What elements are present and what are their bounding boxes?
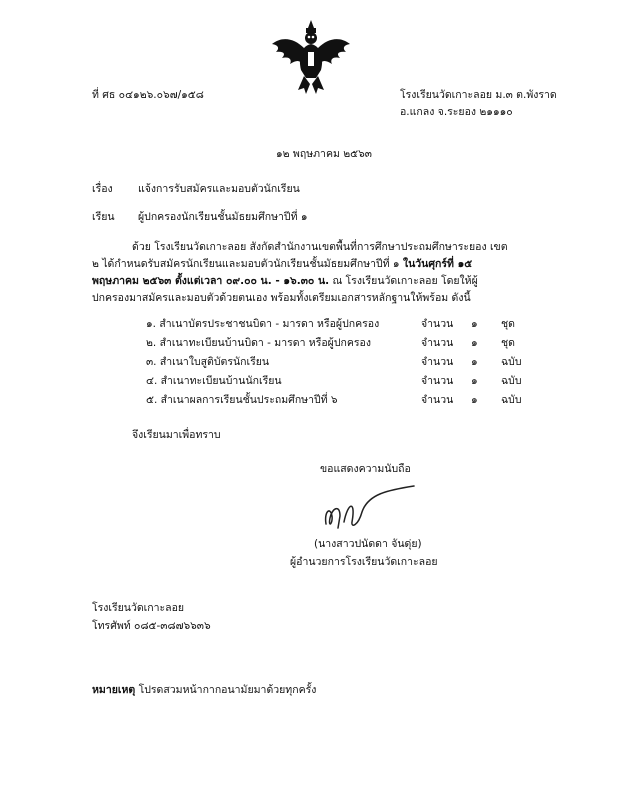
closing-line: จึงเรียนมาเพื่อทราบ: [132, 429, 221, 441]
quantity-number: ๑: [471, 337, 478, 349]
quantity-label: จำนวน: [421, 375, 454, 387]
document-item: [146, 374, 522, 389]
quantity-label: จำนวน: [421, 318, 454, 330]
document-item: [146, 317, 516, 332]
signature-image: [318, 482, 418, 540]
subject-text: แจ้งการรับสมัครและมอบตัวนักเรียน: [138, 183, 300, 195]
quantity-unit: ชุด: [501, 337, 515, 349]
note-label: หมายเหตุ: [92, 684, 136, 696]
body-text-2: ณ โรงเรียนวัดเกาะลอย โดยให้ผู้ปกครองมาสมัครและมอบตัวด้วยตนเอง พร้อมทั้งเตรียมเอกสารหลักฐานให้พร้อม ดังนี้: [92, 275, 478, 304]
subject-label: เรื่อง: [92, 183, 113, 195]
document-item-text: ๓. สำเนาใบสูติบัตรนักเรียน: [146, 356, 270, 368]
school-address-line-2: อ.แกลง จ.ระยอง ๒๑๑๑๐: [400, 106, 513, 118]
quantity-number: ๑: [471, 394, 478, 406]
quantity-label: จำนวน: [421, 356, 454, 368]
quantity-unit: ฉบับ: [501, 375, 522, 387]
signer-name: (นางสาวปนัดดา จันดุ่ย): [314, 538, 422, 550]
salutation-text: ผู้ปกครองนักเรียนชั้นมัธยมศึกษาปีที่ ๑: [138, 211, 308, 223]
garuda-emblem: [268, 18, 354, 96]
document-item: [146, 355, 522, 370]
footer-school: โรงเรียนวัดเกาะลอย: [92, 602, 185, 614]
document-number: ที่ ศธ ๐๔๑๒๖.๐๖๗/๑๕๘: [92, 89, 204, 101]
document-item-text: ๕. สำเนาผลการเรียนชั้นประถมศึกษาปีที่ ๖: [146, 394, 338, 406]
footer-phone: โทรศัพท์ ๐๘๕-๓๘๗๖๖๓๖: [92, 620, 211, 632]
quantity-unit: ฉบับ: [501, 356, 522, 368]
quantity-number: ๑: [471, 318, 478, 330]
quantity-unit: ชุด: [501, 318, 515, 330]
quantity-label: จำนวน: [421, 394, 454, 406]
quantity-unit: ฉบับ: [501, 394, 522, 406]
document-item: [146, 336, 516, 351]
signer-title: ผู้อำนวยการโรงเรียนวัดเกาะลอย: [290, 556, 438, 568]
note-text: โปรดสวมหน้ากากอนามัยมาด้วยทุกครั้ง: [138, 684, 317, 696]
note: [92, 683, 316, 698]
letter-date: ๑๒ พฤษภาคม ๒๕๖๓: [276, 148, 372, 160]
body-text-1: ด้วย โรงเรียนวัดเกาะลอย สังกัดสำนักงานเขตพื้นที่การศึกษาประถมศึกษาระยอง เขต ๒ ได้กำหนดรับสมัครนักเรียนและมอบตัวนักเรียนชั้นมัธยมศึกษาปีที่ ๑: [92, 241, 508, 270]
quantity-number: ๑: [471, 375, 478, 387]
document-item-text: ๑. สำเนาบัตรประชาชนบิดา - มารดา หรือผู้ปกครอง: [146, 318, 380, 330]
quantity-label: จำนวน: [421, 337, 454, 349]
document-item-text: ๔. สำเนาทะเบียนบ้านนักเรียน: [146, 375, 282, 387]
quantity-number: ๑: [471, 356, 478, 368]
regards-line: ขอแสดงความนับถือ: [320, 463, 411, 475]
school-address-line-1: โรงเรียนวัดเกาะลอย ม.๓ ต.พังราด: [400, 89, 557, 101]
body-paragraph: [92, 239, 512, 307]
document-item-text: ๒. สำเนาทะเบียนบ้านบิดา - มารดา หรือผู้ปกครอง: [146, 337, 371, 349]
body-date-time: ในวันศุกร์ที่ ๑๕ พฤษภาคม ๒๕๖๓ ตั้งแต่เวลา ๐๙.๐๐ น. - ๑๖.๓๐ น.: [92, 258, 473, 287]
document-item: [146, 393, 522, 408]
salutation-label: เรียน: [92, 211, 115, 223]
